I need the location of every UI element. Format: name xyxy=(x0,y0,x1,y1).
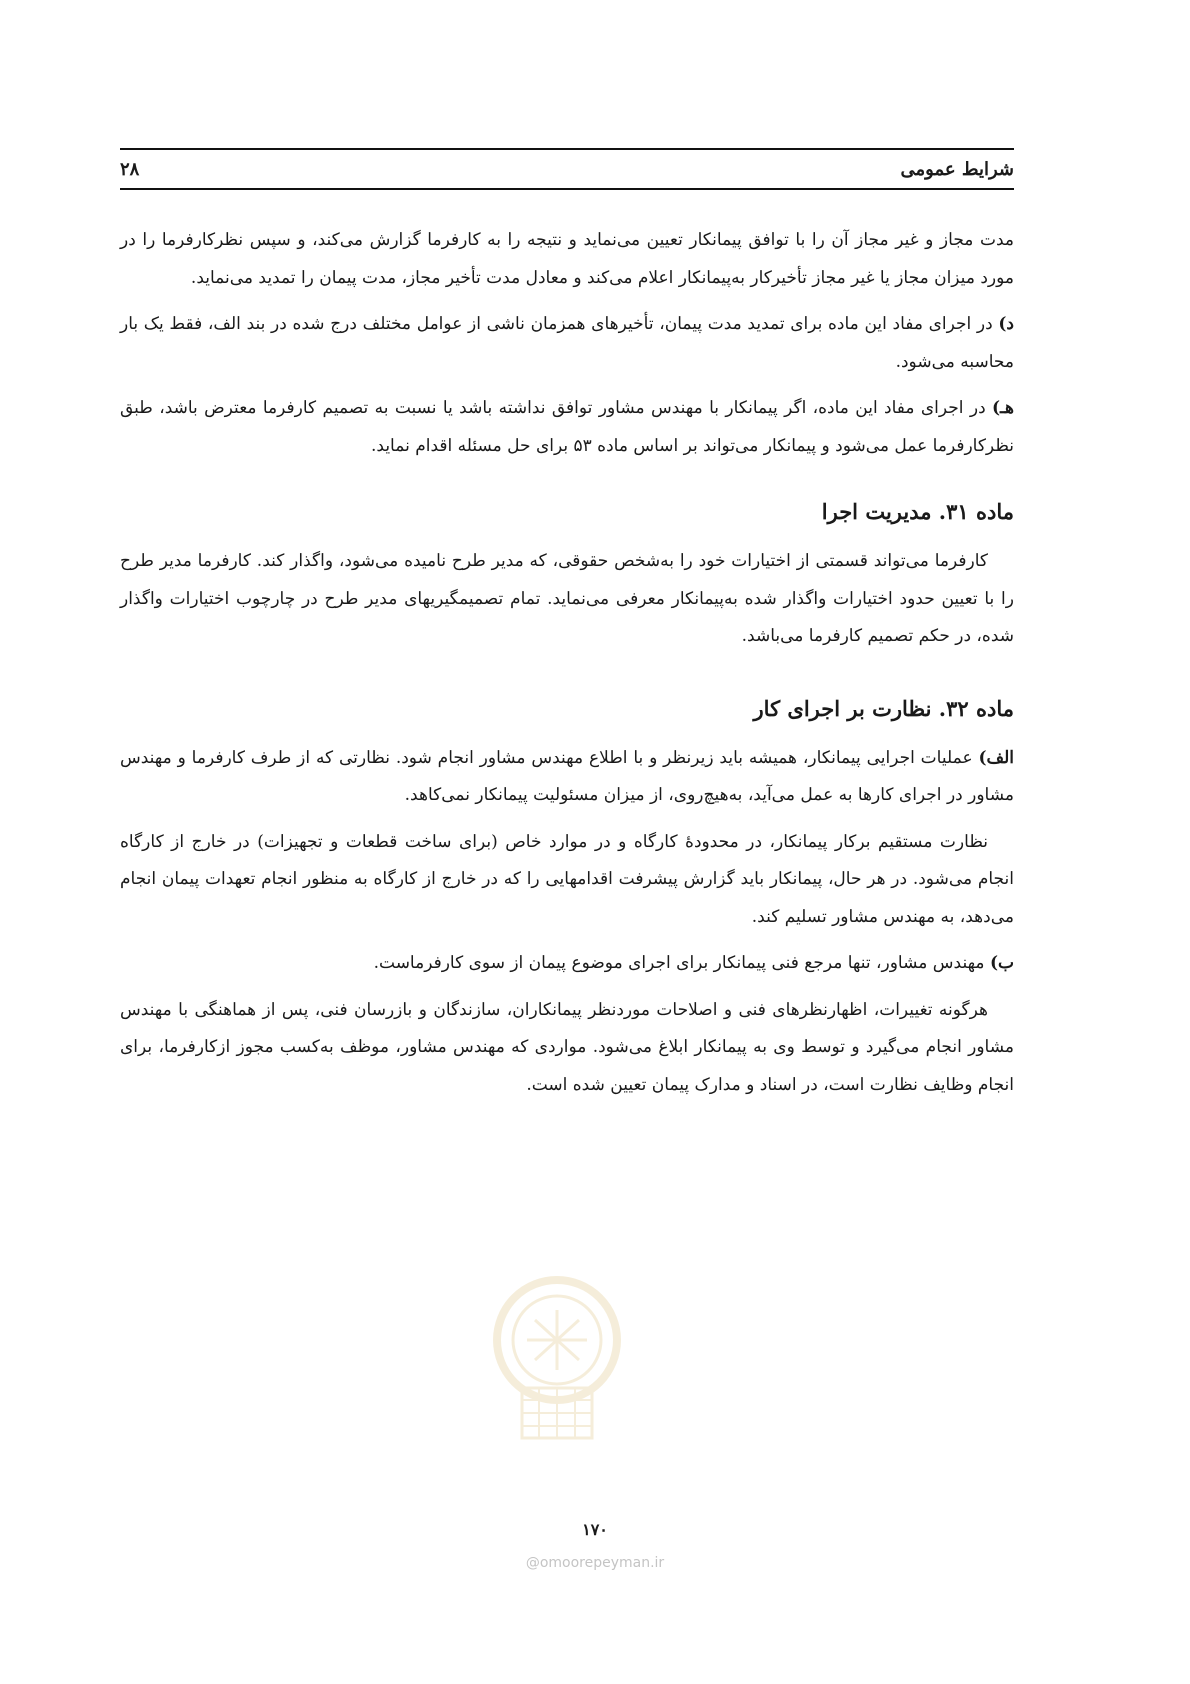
page-header xyxy=(120,148,1014,190)
footer-watermark-url: @omoorepeyman.ir xyxy=(525,1555,665,1571)
paragraph-he xyxy=(120,390,1014,465)
watermark-seal-icon xyxy=(487,1270,627,1450)
paragraph-he-text: در اجرای مفاد این ماده، اگر پیمانکار با مهندس مشاور توافق نداشته باشد یا نسبت به تصمیم کارفرما معترض باشد، طبق نظرکارفرما عمل می‌شود و پیمانکار می‌تواند بر اساس ماده ۵۳ برای حل مسئله اقدام نماید. xyxy=(120,398,1014,456)
header-title: شرایط عمومی xyxy=(900,159,1014,180)
paragraph-be xyxy=(120,945,1014,983)
article-32-heading: ماده ۳۲. نظارت بر اجرای کار xyxy=(753,695,1014,721)
paragraph-supervision: نظارت مستقیم برکار پیمانکار، در محدودهٔ کارگاه و در موارد خاص (برای ساخت قطعات و تجهیزات) در خارج از کارگاه انجام می‌شود. در هر حال، پیمانکار باید گزارش پیشرفت اقدامهایی را که در خارج از کارگاه به منظور انجام تعهدات پیمان انجام می‌دهد، به مهندس مشاور تسلیم کند. xyxy=(120,831,1014,927)
paragraph-alef xyxy=(120,740,1014,815)
clause-marker-be: ب) xyxy=(989,953,1014,973)
article-31-heading: ماده ۳۱. مدیریت اجرا xyxy=(821,499,1014,524)
page-body xyxy=(120,222,1014,1113)
paragraph-d xyxy=(120,306,1014,381)
article-31-paragraph: کارفرما می‌تواند قسمتی از اختیارات خود را به‌شخص حقوقی، که مدیر طرح نامیده می‌شود، واگذار کند. کارفرما مدیر طرح را با تعیین حدود اختیارات واگذار شده به‌پیمانکار معرفی می‌نماید. تمام تصمیمگیریهای مدیر طرح در چارچوب اختیارات واگذار شده، در حکم تصمیم کارفرما می‌باشد. xyxy=(120,551,1014,646)
paragraph-changes: هرگونه تغییرات، اظهارنظرهای فنی و اصلاحات موردنظر پیمانکاران، سازندگان و بازرسان فنی، پس از هماهنگی با مهندس مشاور انجام می‌گیرد و توسط وی به پیمانکار ابلاغ می‌شود. مواردی که مهندس مشاور، موظف به‌کسب مجوز ازکارفرما، برای انجام وظایف نظارت است، در اسناد و مدارک پیمان تعیین شده است. xyxy=(120,999,1014,1095)
paragraph-be-text: مهندس مشاور، تنها مرجع فنی پیمانکار برای اجرای موضوع پیمان از سوی کارفرماست. xyxy=(373,953,990,973)
clause-marker-alef: الف) xyxy=(978,747,1014,768)
footer-page-number: ۱۷۰ xyxy=(582,1520,608,1539)
clause-marker-he: هـ) xyxy=(992,398,1015,418)
paragraph-d-text: در اجرای مفاد این ماده برای تمدید مدت پیمان، تأخیرهای همزمان ناشی از عوامل مختلف درج شده در بند الف، فقط یک بار محاسبه می‌شود. xyxy=(120,314,1014,372)
clause-marker-d: د) xyxy=(998,314,1014,334)
header-page-number: ۲۸ xyxy=(120,159,140,180)
paragraph-1: مدت مجاز و غیر مجاز آن را با توافق پیمانکار تعیین می‌نماید و نتیجه را به کارفرما گزارش می‌کند، و سپس نظرکارفرما را در مورد میزان مجاز یا غیر مجاز تأخیرکار به‌پیمانکار اعلام می‌کند و معادل مدت تأخیر مجاز، مدت پیمان را تمدید می‌نماید. xyxy=(120,230,1014,288)
paragraph-alef-text: عملیات اجرایی پیمانکار، همیشه باید زیرنظر و با اطلاع مهندس مشاور انجام شود. نظارتی که از طرف کارفرما و مهندس مشاور در اجرای کارها به عمل می‌آید، به‌هیچ‌روی، از میزان مسئولیت پیمانکار نمی‌کاهد. xyxy=(120,747,1014,805)
